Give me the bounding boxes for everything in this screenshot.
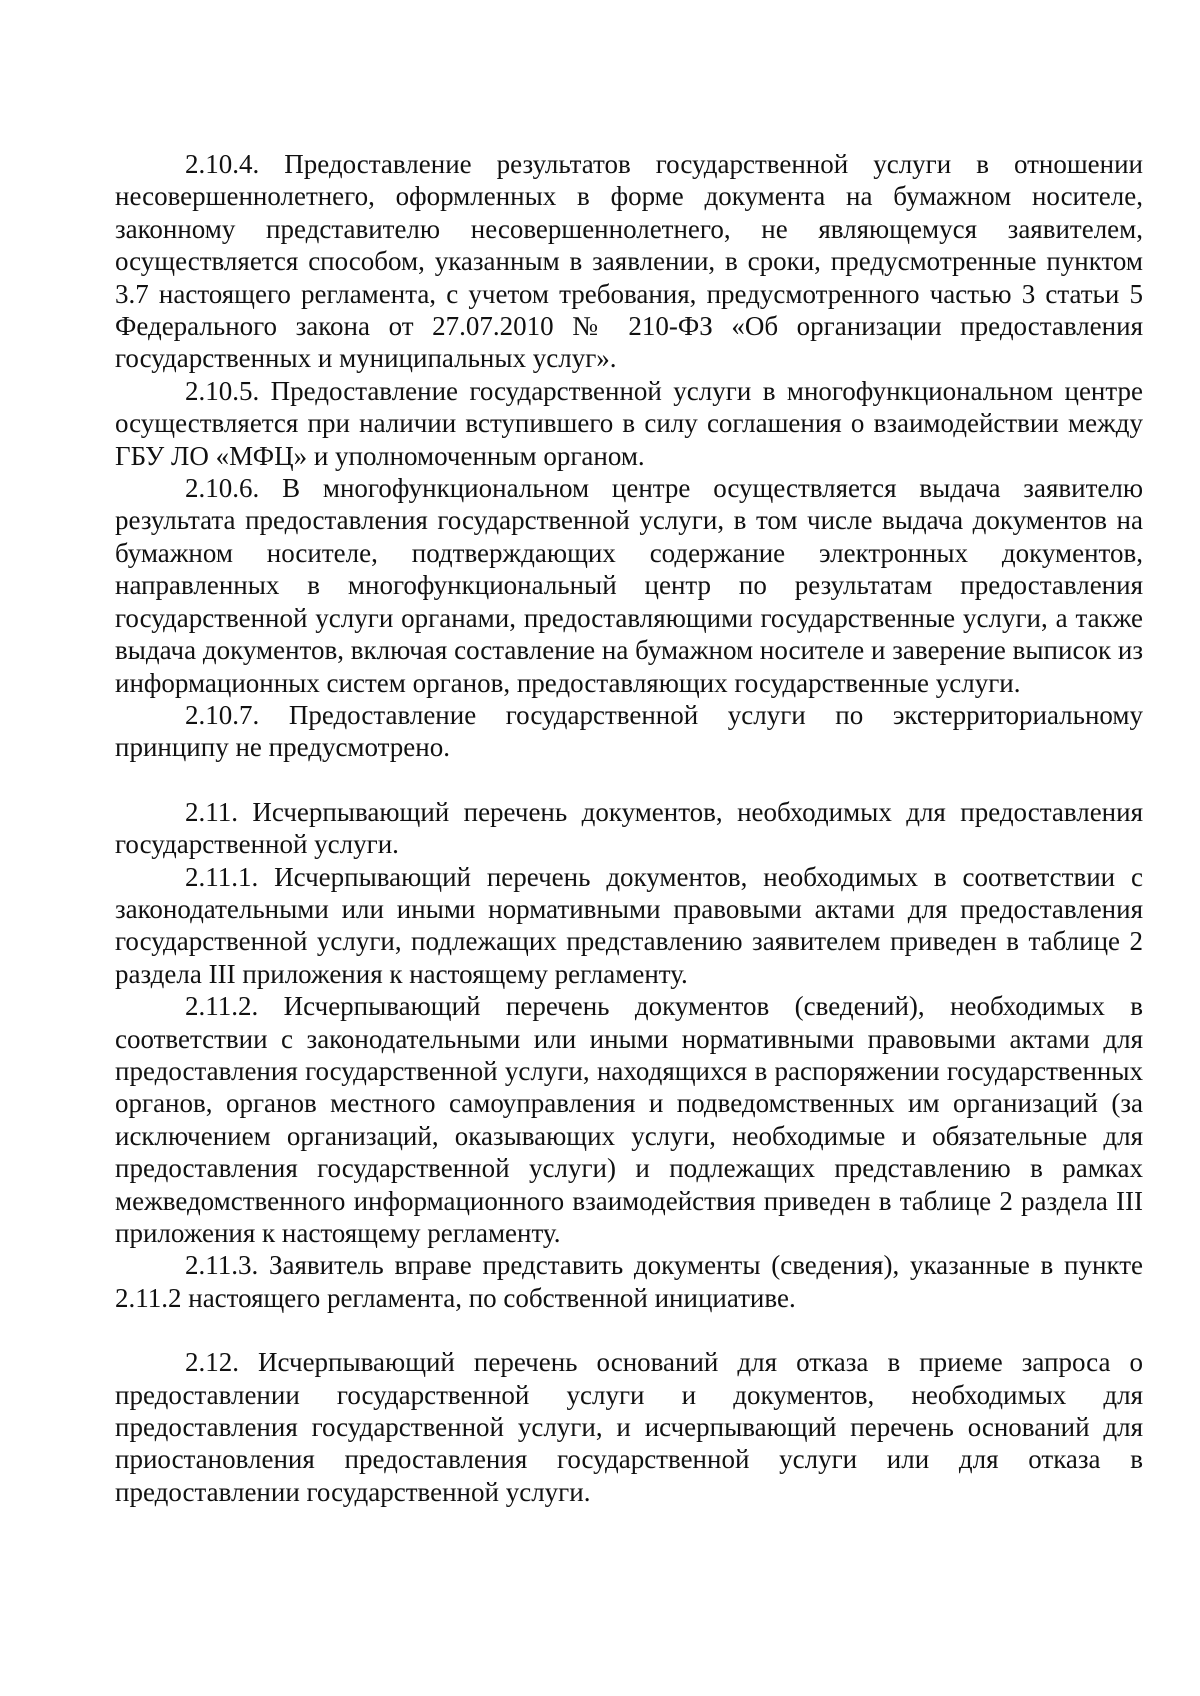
section-heading-2-11: 2.11. Исчерпывающий перечень документов, необходимых для предоставления государственной услуги. — [115, 796, 1143, 860]
document-page — [115, 148, 1143, 1508]
paragraph-2-10-7: 2.10.7. Предоставление государственной услуги по экстерриториальному принципу не предусмотрено. — [115, 699, 1143, 763]
paragraph-2-10-4: 2.10.4. Предоставление результатов государственной услуги в отношении несовершеннолетнего, оформленных в форме документа на бумажном носителе, законному представителю несовершеннолетнего, не являющемуся заявителем, осуществляется способом, указанным в заявлении, в сроки, предусмотренные пунктом 3.7 настоящего регламента, с учетом требования, предусмотренного частью 3 статьи 5 Федерального закона от 27.07.2010 № 210-ФЗ «Об организации предоставления государственных и муниципальных услуг». — [115, 149, 1143, 374]
section-heading-2-12: 2.12. Исчерпывающий перечень оснований для отказа в приеме запроса о предоставлении государственной услуги и документов, необходимых для предоставления государственной услуги, и исчерпывающий перечень оснований для приостановления предоставления государственной услуги или для отказа в предоставлении государственной услуги. — [115, 1347, 1143, 1507]
paragraph-2-10-5: 2.10.5. Предоставление государственной услуги в многофункциональном центре осуществляется при наличии вступившего в силу соглашения о взаимодействии между ГБУ ЛО «МФЦ» и уполномоченным органом. — [115, 375, 1143, 471]
paragraph-2-11-2: 2.11.2. Исчерпывающий перечень документов (сведений), необходимых в соответствии с законодательными или иными нормативными правовыми актами для предоставления государственной услуги, находящихся в распоряжении государственных органов, органов местного самоуправления и подведомственных им организаций (за исключением организаций, оказывающих услуги, необходимые и обязательные для предоставления государственной услуги) и подлежащих представлению в рамках межведомственного информационного взаимодействия приведен в таблице 2 раздела III приложения к настоящему регламенту. — [115, 991, 1143, 1248]
paragraph-2-11-1: 2.11.1. Исчерпывающий перечень документов, необходимых в соответствии с законодательными или иными нормативными правовыми актами для предоставления государственной услуги, подлежащих представлению заявителем приведен в таблице 2 раздела III приложения к настоящему регламенту. — [115, 861, 1143, 989]
paragraph-2-11-3: 2.11.3. Заявитель вправе представить документы (сведения), указанные в пункте 2.11.2 настоящего регламента, по собственной инициативе. — [115, 1250, 1143, 1313]
section-gap — [115, 764, 1143, 796]
section-gap — [115, 1314, 1143, 1346]
paragraph-2-10-6: 2.10.6. В многофункциональном центре осуществляется выдача заявителю результата предоставления государственной услуги, в том числе выдача документов на бумажном носителе, подтверждающих содержание электронных документов, направленных в многофункциональный центр по результатам предоставления государственной услуги органами, предоставляющими государственные услуги, а также выдача документов, включая составление на бумажном носителе и заверение выписок из информационных систем органов, предоставляющих государственные услуги. — [115, 473, 1143, 698]
